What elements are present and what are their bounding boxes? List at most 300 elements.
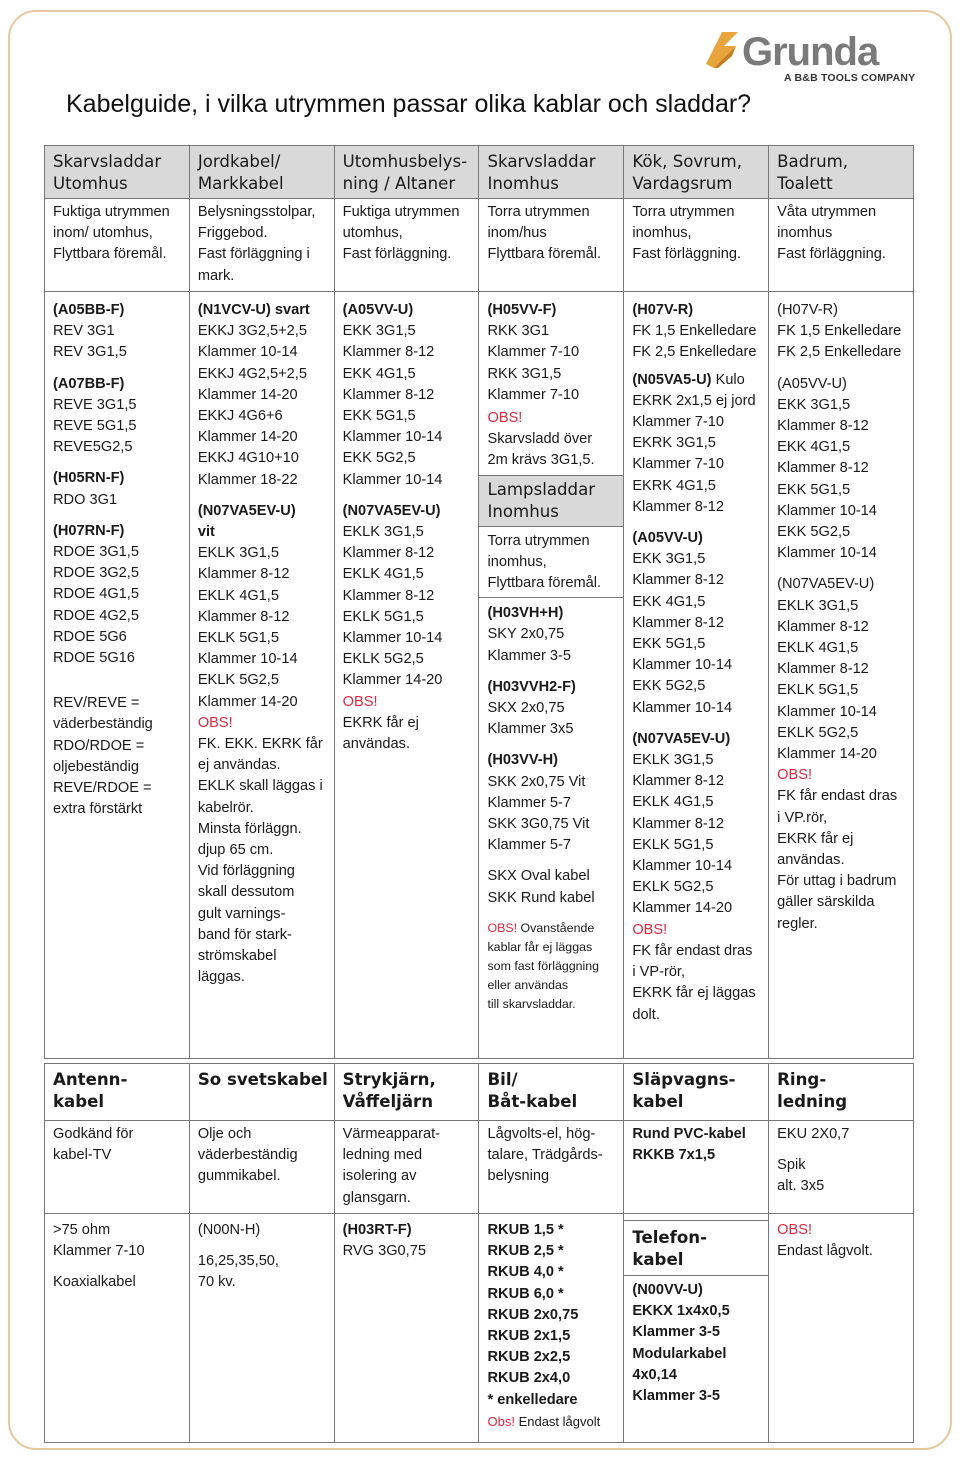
cable-standard: (N07VA5EV-U) [777, 576, 875, 593]
cable-item: EKKJ 4G2,5+2,5 [197, 365, 307, 382]
obs-warning: OBS! [197, 714, 233, 731]
cable-item: FK 2,5 Enkelledare [632, 344, 757, 361]
cable-item: Klammer 7-10 [53, 1243, 145, 1260]
obs-warning: OBS! [777, 767, 813, 784]
cable-item: REV 3G1,5 [53, 344, 127, 361]
cable-list-skarvsladdar-inomhus [479, 292, 623, 1058]
header-line: Våffeljärn [342, 1092, 434, 1111]
cable-standard: (N07VA5EV-U) [342, 502, 441, 519]
header-line: ning / Altaner [342, 174, 456, 193]
cable-item: FK 1,5 Enkelledare [632, 323, 757, 340]
cable-item: EKKX 1x4x0,5 [632, 1303, 730, 1320]
cable-standard: (H03VVH2-F) [487, 678, 576, 695]
desc-line: Flyttbara föremål. [487, 575, 602, 592]
cable-standard: (A05BB-F) [53, 302, 125, 318]
header-line: Vardagsrum [632, 174, 733, 193]
header-line: Skarvsladdar [53, 152, 162, 171]
note-line: gult varnings- [197, 905, 286, 922]
cable-item: Klammer 3-5 [632, 1388, 720, 1405]
cable-item: EKK 3G1,5 [342, 323, 416, 340]
cable-item: Klammer 7-10 [487, 386, 580, 403]
header-line: Släpvagns- [632, 1070, 736, 1089]
cable-item: RDOE 4G1,5 [53, 586, 139, 603]
desc-line: Fast förläggning. [632, 246, 742, 263]
cable-item: EKLK 4G1,5 [342, 566, 424, 583]
cable-item: SKK Rund kabel [487, 889, 595, 906]
note-line: Skarvsladd över [487, 431, 593, 448]
header-line: Antenn- [53, 1070, 128, 1089]
cable-standard: (A05VV-U) [777, 375, 847, 392]
obs-warning: OBS! [487, 410, 523, 427]
cable-item: EKKJ 3G2,5+2,5 [197, 323, 307, 340]
cable-item: RDOE 5G6 [53, 628, 127, 645]
cable-item: RKUB 2x0,75 [487, 1306, 579, 1323]
cable-item: EKK 3G1,5 [632, 551, 706, 568]
cable-standard: vit [197, 524, 215, 541]
note-line: band för stark- [197, 926, 292, 943]
note-line: Minsta förläggn. [197, 820, 302, 837]
cable-standard: (H07RN-F) [53, 522, 125, 539]
desc-line: Torra utrymmen [487, 532, 590, 549]
cable-item: RDO 3G1 [53, 491, 118, 508]
desc-line: utomhus, [342, 225, 403, 242]
cable-item: Klammer 10-14 [777, 545, 877, 562]
desc-line: kabel-TV [53, 1147, 112, 1164]
desc-antennkabel [45, 1121, 189, 1213]
cable-standard: (H07V-R) [777, 302, 838, 318]
cable-item: Klammer 14-20 [342, 672, 443, 689]
cable-list-kok-sovrum [624, 292, 768, 1058]
cable-item: Klammer 10-14 [197, 651, 298, 668]
cable-item: EKLK 5G1,5 [342, 608, 424, 625]
header-ringledning [769, 1064, 913, 1120]
desc-line: Fast förläggning i [197, 246, 310, 263]
desc-line: inomhus, [487, 553, 547, 570]
note-line: Vid förläggning [197, 863, 295, 880]
cable-item: Klammer 5-7 [487, 837, 572, 854]
header-badrum [769, 146, 913, 198]
desc-line: väderbeständig [197, 1147, 298, 1164]
header-line: Bil/ [487, 1070, 518, 1089]
desc-line: inom/ utomhus, [53, 225, 153, 242]
cable-item: EKK 5G1,5 [342, 408, 416, 425]
cable-item: FK 1,5 Enkelledare [777, 323, 902, 340]
cable-item: RKUB 2x1,5 [487, 1328, 571, 1345]
header-skarvsladdar-utomhus [45, 146, 189, 198]
cable-item: EKLK 4G1,5 [197, 587, 279, 604]
cable-item: Klammer 8-12 [632, 572, 724, 589]
cable-type: Kulo [711, 371, 745, 388]
cable-item: Klammer 7-10 [632, 414, 724, 431]
cable-item: Klammer 3x5 [487, 721, 574, 738]
cable-item: 4x0,14 [632, 1366, 677, 1383]
cable-item: RKUB 1,5 * [487, 1222, 564, 1238]
header-line: Telefon- [632, 1228, 707, 1247]
cable-standard: (H07V-R) [632, 302, 694, 318]
cable-item: Klammer 8-12 [632, 773, 724, 790]
cable-standard: (N07VA5EV-U) [632, 730, 731, 747]
subheader-lampsladdar-inomhus [479, 475, 623, 527]
note-line: För uttag i badrum [777, 873, 897, 890]
cable-item: RDOE 3G1,5 [53, 544, 139, 561]
desc-strykjarn [335, 1121, 479, 1213]
note-line: EKLK skall läggas i [197, 778, 323, 795]
cable-item: EKK 5G2,5 [342, 450, 416, 467]
header-line: Kök, Sovrum, [632, 152, 742, 171]
cable-item: Klammer 10-14 [777, 502, 877, 519]
header-line: So svetskabel [197, 1070, 328, 1089]
desc-utomhusbelysning [335, 199, 479, 291]
cable-item: RKUB 2x4,0 [487, 1370, 571, 1387]
legend-line: REV/REVE = [53, 695, 140, 712]
desc-line: alt. 3x5 [777, 1178, 825, 1195]
logo-tagline: A B&B TOOLS COMPANY [784, 72, 916, 84]
header-antennkabel [45, 1064, 189, 1120]
cable-item: Koaxialkabel [53, 1274, 136, 1291]
page-title: Kabelguide, i vilka utrymmen passar olika kablar och sladdar? [66, 90, 752, 118]
desc-bil-batkabel [479, 1121, 623, 1213]
cable-standard: (N00VV-U) [632, 1282, 703, 1298]
desc-line: inom/hus [487, 225, 547, 242]
note-line: FK. EKK. EKRK får [197, 736, 323, 753]
desc-line: Friggebod. [197, 225, 268, 242]
legend-line: extra förstärkt [53, 801, 143, 818]
cable-item: RKUB 6,0 * [487, 1285, 564, 1302]
cable-item: Klammer 8-12 [342, 344, 435, 361]
cable-item: EKK 5G1,5 [777, 481, 851, 498]
desc-kok-sovrum [624, 199, 768, 291]
desc-line: Torra utrymmen [487, 204, 590, 220]
desc-line: Värmeapparat- [342, 1126, 440, 1142]
desc-slapvagnskabel [624, 1121, 768, 1213]
note-line: Endast lågvolt [514, 1413, 601, 1429]
desc-line: Fuktiga utrymmen [342, 204, 460, 220]
header-line: Båt-kabel [487, 1092, 578, 1111]
cable-item: EKLK 5G2,5 [197, 672, 279, 689]
desc-line: gummikabel. [197, 1168, 281, 1185]
cable-standard: (A07BB-F) [53, 375, 125, 392]
note-line: användas. [342, 736, 411, 753]
cable-item: Klammer 10-14 [342, 429, 443, 446]
note-line: ej användas. [197, 757, 281, 774]
desc-line: Belysningsstolpar, [197, 204, 316, 220]
cable-item: Klammer 7-10 [632, 456, 724, 473]
cable-item: Modularkabel [632, 1345, 727, 1362]
cable-item: Klammer 3-5 [487, 647, 572, 664]
cable-item: SKX Oval kabel [487, 868, 590, 885]
legend-line: oljebeständig [53, 758, 140, 775]
legend-line: REVE/RDOE = [53, 780, 152, 797]
cable-item: Klammer 7-10 [487, 344, 580, 361]
cable-item: Klammer 8-12 [777, 460, 869, 477]
header-line: kabel [53, 1092, 105, 1111]
obs-warning: OBS! [632, 921, 668, 938]
note-line: läggas. [197, 969, 245, 986]
note-line: eller användas [487, 977, 569, 992]
header-line: ledning [777, 1092, 848, 1111]
cable-item: 70 kv. [197, 1274, 236, 1291]
header-bil-batkabel [479, 1064, 623, 1120]
cable-item: EKLK 4G1,5 [777, 640, 859, 657]
cable-item: EKK 5G1,5 [632, 636, 706, 653]
header-line: Utomhusbelys- [342, 152, 468, 171]
cable-item: EKLK 3G1,5 [197, 545, 279, 562]
cable-standard: (H05RN-F) [53, 470, 125, 487]
desc-line: Rund PVC-kabel [632, 1126, 746, 1142]
cable-item: Klammer 8-12 [632, 815, 724, 832]
note-line: dolt. [632, 1006, 660, 1023]
cable-item: Klammer 10-14 [197, 344, 298, 361]
desc-line: inomhus [777, 225, 833, 242]
desc-svetskabel [190, 1121, 334, 1213]
cable-list-badrum [769, 292, 913, 1058]
cable-item: EKLK 5G2,5 [777, 724, 859, 741]
cable-item: Klammer 8-12 [777, 661, 869, 678]
cable-list-antennkabel [45, 1214, 189, 1442]
subheader-telefonkabel [624, 1220, 768, 1276]
cable-list-skarvsladdar-utomhus [45, 292, 189, 1058]
cable-standard: (H03RT-F) [342, 1222, 412, 1238]
cable-item: EKLK 3G1,5 [777, 597, 859, 614]
cable-item: EKKJ 4G6+6 [197, 408, 283, 425]
desc-line: Torra utrymmen [632, 204, 735, 220]
note-line: FK får endast dras [777, 788, 898, 805]
obs-warning: OBS! [342, 693, 378, 710]
cable-item: 16,25,35,50, [197, 1253, 279, 1270]
cable-item: Klammer 8-12 [197, 608, 290, 625]
logo-wordmark: Grunda [742, 30, 879, 74]
header-jordkabel [190, 146, 334, 198]
grunda-logo [700, 26, 916, 88]
note-line: i VP.rör, [777, 809, 828, 826]
cable-standard: (H03VV-H) [487, 752, 559, 769]
desc-line: Våta utrymmen [777, 204, 877, 220]
cable-item: Klammer 14-20 [197, 386, 298, 403]
note-line: djup 65 cm. [197, 842, 274, 859]
cable-item: REVE 5G1,5 [53, 418, 137, 435]
cable-item: FK 2,5 Enkelledare [777, 344, 902, 361]
desc-line: glansgarn. [342, 1189, 411, 1206]
desc-line: mark. [197, 267, 235, 284]
cable-item: Klammer 10-14 [632, 699, 733, 716]
cable-item: Klammer 5-7 [487, 794, 572, 811]
desc-line: isolering av [342, 1168, 417, 1185]
cable-item: EKRK 4G1,5 [632, 477, 716, 494]
cable-item: EKLK 3G1,5 [632, 752, 714, 769]
cable-item: RKUB 2,5 * [487, 1243, 564, 1260]
cable-item: Klammer 10-14 [632, 858, 733, 875]
desc-line: RKKB 7x1,5 [632, 1147, 716, 1164]
obs-warning: OBS! [777, 1222, 813, 1238]
cable-list-ringledning [769, 1214, 913, 1442]
cable-standard: (A05VV-U) [632, 530, 703, 547]
cable-item: SKY 2x0,75 [487, 626, 565, 643]
cable-item: Klammer 8-12 [777, 618, 869, 635]
obs-warning: OBS! [487, 920, 518, 935]
cable-item: Klammer 10-14 [632, 657, 733, 674]
obs-note [487, 919, 615, 938]
legend-line: väderbeständig [53, 716, 153, 733]
desc-line: Fast förläggning. [342, 246, 452, 263]
header-line: Ring- [777, 1070, 827, 1089]
cable-item: Klammer 14-20 [197, 693, 298, 710]
cable-item: EKLK 5G1,5 [632, 836, 714, 853]
obs-warning: Obs! [487, 1413, 515, 1429]
header-line: Badrum, [777, 152, 849, 171]
cable-item: Klammer 18-22 [197, 471, 298, 488]
cable-item: EKLK 5G2,5 [342, 651, 424, 668]
cable-item: RDOE 3G2,5 [53, 565, 139, 582]
header-line: Markkabel [197, 174, 284, 193]
cable-item: >75 ohm [53, 1222, 111, 1238]
note-line: EKRK får ej läggas [632, 985, 756, 1002]
note-line: strömskabel [197, 948, 277, 965]
cable-item: EKLK 5G2,5 [632, 879, 714, 896]
cable-item: Klammer 8-12 [777, 418, 869, 435]
cable-item: RKUB 4,0 * [487, 1264, 564, 1281]
cable-item: Klammer 14-20 [197, 429, 298, 446]
cable-item: Klammer 8-12 [197, 566, 290, 583]
cable-item: EKKJ 4G10+10 [197, 450, 299, 467]
cable-item: REV 3G1 [53, 323, 115, 340]
note-line: EKRK får ej [342, 714, 419, 731]
cable-item: EKRK 3G1,5 [632, 435, 716, 452]
cable-list-bil-batkabel [479, 1214, 623, 1442]
header-line: Utomhus [53, 174, 128, 193]
footnote: * enkelledare [487, 1391, 578, 1408]
cable-standard: (N1VCV-U) svart [197, 302, 310, 318]
cable-item: RKK 3G1 [487, 323, 550, 340]
grunda-logo-mark-icon [702, 28, 740, 72]
desc-jordkabel [190, 199, 334, 291]
header-utomhusbelysning [335, 146, 479, 198]
cable-item: Klammer 8-12 [632, 614, 724, 631]
cable-standard: (N07VA5EV-U) [197, 502, 296, 519]
cable-item: RDOE 5G16 [53, 650, 135, 667]
desc-line: EKU 2X0,7 [777, 1126, 850, 1142]
header-line: Lampsladdar [487, 479, 596, 499]
desc-line: Fuktiga utrymmen [53, 204, 170, 220]
cable-item: Klammer 10-14 [777, 703, 877, 720]
header-line: Skarvsladdar [487, 152, 596, 171]
legend-line: RDO/RDOE = [53, 737, 145, 754]
cable-list-strykjarn [335, 1214, 479, 1442]
note-line: EKRK får ej [777, 830, 854, 847]
note-line: som fast förläggning [487, 958, 600, 973]
desc-line: Spik [777, 1157, 806, 1174]
cable-item: RKUB 2x2,5 [487, 1349, 571, 1366]
header-skarvsladdar-inomhus [479, 146, 623, 198]
header-line: Jordkabel/ [197, 152, 281, 171]
desc-skarvsladdar-utomhus [45, 199, 189, 291]
desc-line: Flyttbara föremål. [53, 246, 167, 263]
note-line: Ovanstående [517, 920, 595, 935]
cable-item: Klammer 14-20 [777, 746, 877, 763]
cable-item: EKK 5G2,5 [632, 678, 706, 695]
note-line: 2m krävs 3G1,5. [487, 452, 595, 469]
cable-list-utomhusbelysning [335, 292, 479, 1058]
cable-item: EKLK 5G1,5 [777, 682, 859, 699]
desc-line: ledning med [342, 1147, 423, 1164]
cable-item: REVE 3G1,5 [53, 396, 137, 413]
cable-list-jordkabel [190, 292, 334, 1058]
cable-item: REVE5G2,5 [53, 439, 133, 456]
cable-item: Klammer 8-12 [342, 386, 435, 403]
desc-line: Lågvolts-el, hög- [487, 1126, 596, 1142]
note-line: kablar får ej läggas [487, 939, 593, 954]
cable-item: EKK 3G1,5 [777, 396, 851, 413]
cable-item: SKX 2x0,75 [487, 700, 565, 717]
cable-item: EKRK 2x1,5 ej jord [632, 392, 756, 409]
cable-item: Klammer 10-14 [342, 471, 443, 488]
note-line: FK får endast dras [632, 942, 753, 959]
cable-list-svetskabel [190, 1214, 334, 1442]
note-line: i VP-rör, [632, 964, 686, 981]
desc-line: Olje och [197, 1126, 252, 1142]
cable-standard: (N00N-H) [197, 1222, 261, 1238]
cable-guide-table-special [44, 1063, 914, 1443]
header-kok-sovrum [624, 146, 768, 198]
header-slapvagnskabel [624, 1064, 768, 1120]
cable-standard: (N05VA5-U) [632, 371, 712, 388]
header-line: kabel [632, 1092, 684, 1111]
header-line: Toalett [777, 174, 833, 193]
cable-item: EKK 4G1,5 [342, 365, 416, 382]
desc-line: belysning [487, 1168, 550, 1185]
header-svetskabel [190, 1064, 334, 1120]
cable-item: EKK 4G1,5 [632, 593, 706, 610]
cable-item: Klammer 8-12 [342, 545, 435, 562]
desc-line: Flyttbara föremål. [487, 246, 602, 263]
cable-guide-table-indoor-outdoor [44, 145, 914, 1059]
cable-item: RKK 3G1,5 [487, 365, 562, 382]
cable-item: SKK 2x0,75 Vit [487, 773, 586, 790]
note-line: till skarvsladdar. [487, 996, 576, 1011]
desc-line: Fast förläggning. [777, 246, 886, 263]
cable-standard: (H05VV-F) [487, 302, 557, 318]
note-line: Endast lågvolt. [777, 1243, 873, 1260]
cable-item: Klammer 10-14 [342, 630, 443, 647]
cable-standard: (A05VV-U) [342, 302, 414, 318]
note-line: regler. [777, 915, 818, 932]
cable-item: EKLK 3G1,5 [342, 524, 424, 541]
desc-line: Godkänd för [53, 1126, 134, 1142]
note-line: skall dessutom [197, 884, 295, 901]
obs-note [487, 1411, 615, 1432]
note-line: användas. [777, 852, 845, 869]
desc-ringledning [769, 1121, 913, 1213]
header-line: Inomhus [487, 501, 559, 521]
header-line: Inomhus [487, 174, 559, 193]
desc-skarvsladdar-inomhus [479, 199, 623, 291]
cable-item: Klammer 3-5 [632, 1324, 720, 1341]
header-line: Strykjärn, [342, 1070, 436, 1089]
desc-line: talare, Trädgårds- [487, 1147, 603, 1164]
cable-standard: (H03VH+H) [487, 605, 564, 622]
header-line: kabel [632, 1250, 684, 1269]
cable-item: Klammer 14-20 [632, 900, 733, 917]
note-line: gäller särskilda [777, 894, 875, 911]
cable-item: EKLK 4G1,5 [632, 794, 714, 811]
cable-standard-line [632, 370, 760, 391]
desc-line: inomhus, [632, 225, 692, 242]
desc-badrum [769, 199, 913, 291]
cable-item: EKLK 5G1,5 [197, 630, 279, 647]
cable-item: EKK 4G1,5 [777, 439, 851, 456]
cable-item: EKK 5G2,5 [777, 524, 851, 541]
note-line: kabelrör. [197, 799, 254, 816]
cable-item: Klammer 8-12 [342, 587, 435, 604]
